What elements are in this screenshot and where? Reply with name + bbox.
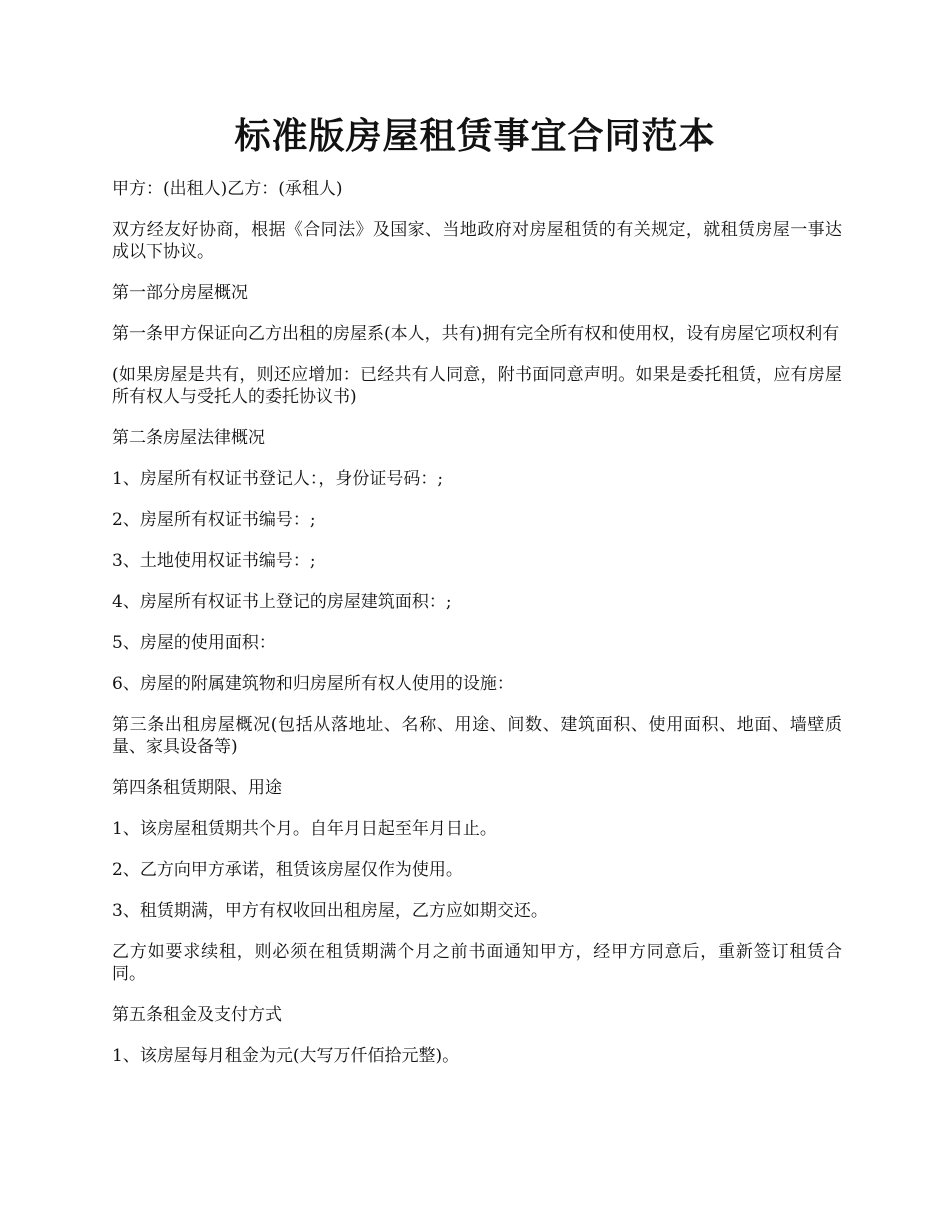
list-item: 1、该房屋每月租金为元(大写万仟佰拾元整)。 [112,1046,460,1066]
paragraph-parties: 甲方：(出租人)乙方：(承租人) [112,179,343,199]
list-item: 2、乙方向甲方承诺，租赁该房屋仅作为使用。 [112,860,463,880]
list-item: 5、房屋的使用面积： [112,633,276,653]
heading-article-5: 第五条租金及支付方式 [112,1005,282,1025]
list-item: 4、房屋所有权证书上登记的房屋建筑面积：; [112,592,452,612]
list-item: 1、房屋所有权证书登记人：，身份证号码：; [112,469,444,489]
heading-article-4: 第四条租赁期限、用途 [112,778,282,798]
list-item: 2、房屋所有权证书编号：; [112,510,316,530]
paragraph-preamble: 双方经友好协商，根据《合同法》及国家、当地政府对房屋租赁的有关规定，就租赁房屋一事达成以下协议。 [112,220,842,262]
list-item: 1、该房屋租赁期共个月。自年月日起至年月日止。 [112,819,497,839]
document-title: 标准版房屋租赁事宜合同范本 [234,115,716,157]
list-item: 3、租赁期满，甲方有权收回出租房屋，乙方应如期交还。 [112,901,548,921]
paragraph-renewal: 乙方如要求续租，则必须在租赁期满个月之前书面通知甲方，经甲方同意后，重新签订租赁合同。 [112,942,842,984]
heading-article-2: 第二条房屋法律概况 [112,428,265,448]
list-item: 6、房屋的附属建筑物和归房屋所有权人使用的设施： [112,674,514,694]
paragraph-article-1: 第一条甲方保证向乙方出租的房屋系(本人，共有)拥有完全所有权和使用权，设有房屋它项权利有 [112,324,840,344]
heading-part-one: 第一部分房屋概况 [112,283,248,303]
paragraph-article-1-note: (如果房屋是共有，则还应增加：已经共有人同意，附书面同意声明。如果是委托租赁，应有房屋所有权人与受托人的委托协议书) [112,365,842,407]
document-body [112,178,842,1086]
paragraph-article-3: 第三条出租房屋概况(包括从落地址、名称、用途、间数、建筑面积、使用面积、地面、墙壁质量、家具设备等) [112,715,842,757]
list-item: 3、土地使用权证书编号：; [112,551,316,571]
